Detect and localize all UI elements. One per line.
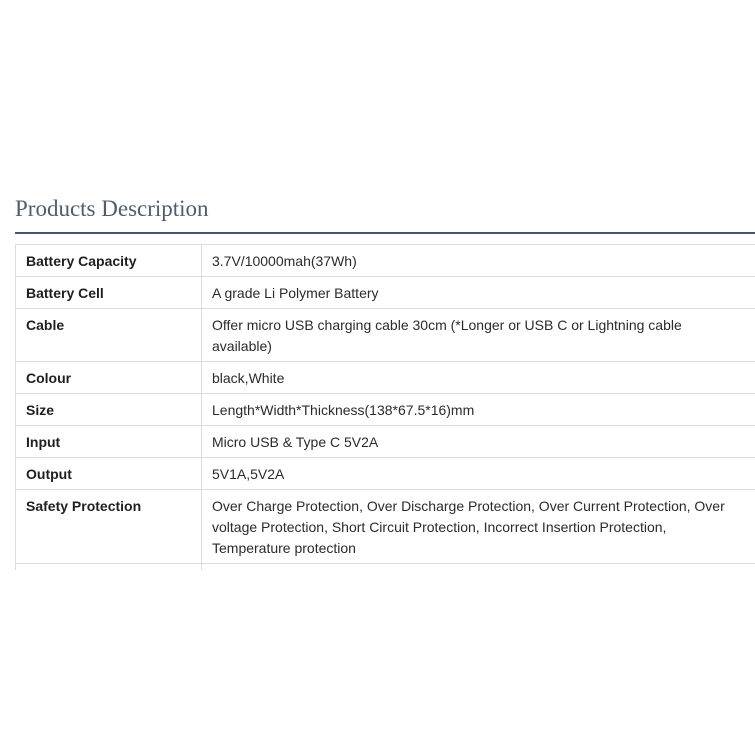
spec-key-input: Input	[16, 426, 202, 458]
spec-key-size: Size	[16, 394, 202, 426]
spec-key-output: Output	[16, 458, 202, 490]
spec-key-safety-protection: Safety Protection	[16, 490, 202, 564]
spec-value-output: 5V1A,5V2A	[202, 458, 755, 490]
spec-value-cable: Offer micro USB charging cable 30cm (*Longer or USB C or Lightning cable available)	[202, 309, 755, 362]
spec-key-battery-capacity: Battery Capacity	[16, 245, 202, 277]
spec-key-battery-cell: Battery Cell	[16, 277, 202, 309]
spec-value-battery-cell: A grade Li Polymer Battery	[202, 277, 755, 309]
table-row	[16, 458, 755, 490]
empty-cell	[16, 564, 202, 571]
spec-value-input: Micro USB & Type C 5V2A	[202, 426, 755, 458]
section-title: Products Description	[15, 196, 209, 221]
spec-key-colour: Colour	[16, 362, 202, 394]
table-row	[16, 245, 755, 277]
table-row	[16, 490, 755, 564]
table-row	[16, 426, 755, 458]
table-row	[16, 394, 755, 426]
spec-value-size: Length*Width*Thickness(138*67.5*16)mm	[202, 394, 755, 426]
empty-cell	[202, 564, 755, 571]
spec-value-safety-protection: Over Charge Protection, Over Discharge Protection, Over Current Protection, Over voltage Protection, Short Circuit Protection, Incorrect Insertion Protection, Temperature protection	[202, 490, 755, 564]
spec-value-colour: black,White	[202, 362, 755, 394]
table-row	[16, 309, 755, 362]
spec-key-cable: Cable	[16, 309, 202, 362]
spec-value-battery-capacity: 3.7V/10000mah(37Wh)	[202, 245, 755, 277]
spec-table	[15, 244, 755, 570]
title-divider	[15, 232, 755, 234]
table-row	[16, 277, 755, 309]
table-row	[16, 362, 755, 394]
table-row-empty	[16, 564, 755, 571]
